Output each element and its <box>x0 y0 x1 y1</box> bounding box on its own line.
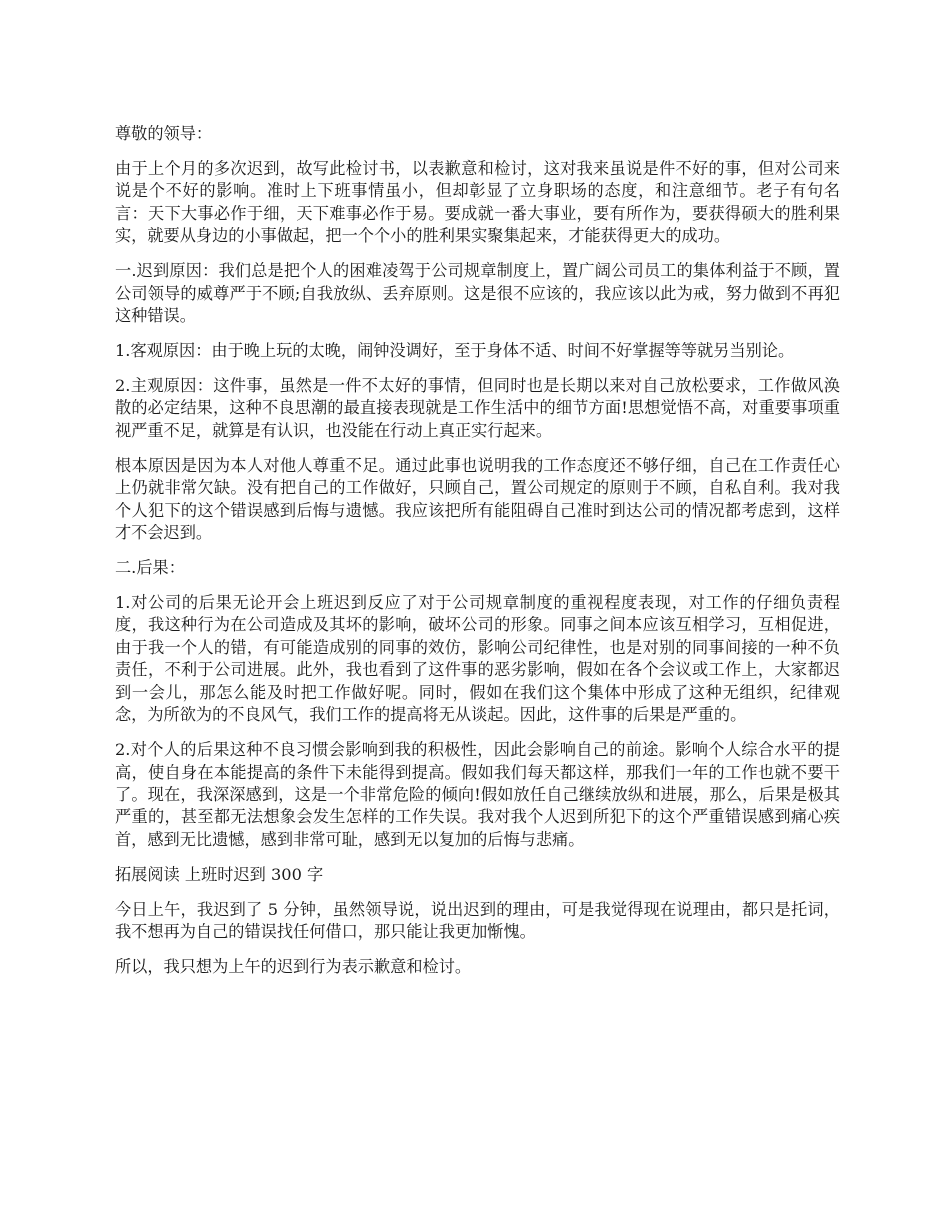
paragraph-root-cause: 根本原因是因为本人对他人尊重不足。通过此事也说明我的工作态度还不够仔细，自己在工作责任心上仍就非常欠缺。没有把自己的工作做好，只顾自己，置公司规定的原则于不顾，自私自利。我对我个人犯下的这个错误感到后悔与遗憾。我应该把所有能阻碍自己准时到达公司的情况都考虑到，这样才不会迟到。 <box>115 455 840 543</box>
paragraph-personal-consequence: 2.对个人的后果这种不良习惯会影响到我的积极性，因此会影响自己的前途。影响个人综合水平的提高，使自身在本能提高的条件下未能得到提高。假如我们每天都这样，那我们一年的工作也就不要干了。现在，我深深感到，这是一个非常危险的倾向!假如放任自己继续放纵和进展，那么，后果是极其严重的，甚至都无法想象会发生怎样的工作失误。我对我个人迟到所犯下的这个严重错误感到痛心疾首，感到无比遗憾，感到非常可耻，感到无以复加的后悔与悲痛。 <box>115 740 840 849</box>
salutation: 尊敬的领导： <box>115 124 213 143</box>
paragraph-intro: 由于上个月的多次迟到，故写此检讨书，以表歉意和检讨，这对我来虽说是件不好的事，但对公司来说是个不好的影响。准时上下班事情虽小，但却彰显了立身职场的态度，和注意细节。老子有句名言：天下大事必作于细，天下难事必作于易。要成就一番大事业，要有所作为，要获得硕大的胜利果实，就要从身边的小事做起，把一个个小的胜利果实聚集起来，才能获得更大的成功。 <box>115 159 840 246</box>
paragraph-objective-reason: 1.客观原因：由于晚上玩的太晚，闹钟没调好，至于身体不适、时间不好掌握等等就另当别论。 <box>115 341 795 361</box>
paragraph-reason-heading: 一.迟到原因：我们总是把个人的困难凌驾于公司规章制度上，置广阔公司员工的集体利益于不顾，置公司领导的威尊严于不顾;自我放纵、丢弃原则。这是很不应该的，我应该以此为戒，努力做到不再犯这种错误。 <box>115 261 840 326</box>
paragraph-extended-reading-title: 拓展阅读 上班时迟到 300 字 <box>115 864 324 884</box>
paragraph-late-morning: 今日上午，我迟到了 5 分钟，虽然领导说，说出迟到的理由，可是我觉得现在说理由，都只是托词，我不想再为自己的错误找任何借口，那只能让我更加惭愧。 <box>115 899 840 942</box>
paragraph-closing: 所以，我只想为上午的迟到行为表示歉意和检讨。 <box>115 957 472 977</box>
paragraph-subjective-reason: 2.主观原因：这件事，虽然是一件不太好的事情，但同时也是长期以来对自己放松要求，工作做风涣散的必定结果，这种不良思潮的最直接表现就是工作生活中的细节方面!思想觉悟不高，对重要事项重视严重不足，就算是有认识，也没能在行动上真正实行起来。 <box>115 376 840 440</box>
document-body <box>115 123 840 991</box>
paragraph-consequence-heading: 二.后果： <box>115 558 185 578</box>
paragraph-company-consequence: 1.对公司的后果无论开会上班迟到反应了对于公司规章制度的重视程度表现，对工作的仔细负责程度，我这种行为在公司造成及其坏的影响，破坏公司的形象。同事之间本应该互相学习，互相促进，由于我一个人的错，有可能造成别的同事的效仿，影响公司纪律性，也是对别的同事间接的一种不负责任，不利于公司进展。此外，我也看到了这件事的恶劣影响，假如在各个会议或工作上，大家都迟到一会儿，那怎么能及时把工作做好呢。同时，假如在我们这个集体中形成了这种无组织，纪律观念，为所欲为的不良风气，我们工作的提高将无从谈起。因此，这件事的后果是严重的。 <box>115 593 840 725</box>
